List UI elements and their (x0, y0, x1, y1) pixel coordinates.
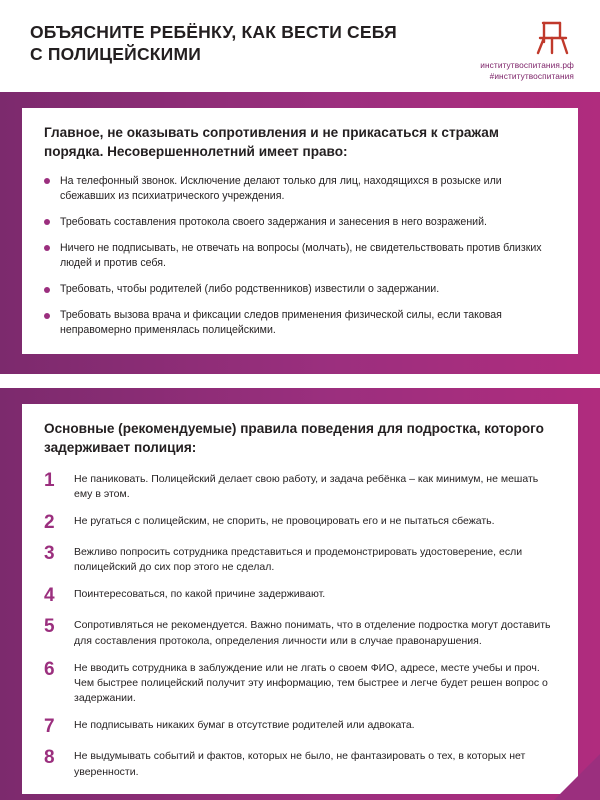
bullet-dot-icon (44, 245, 50, 251)
rules-list (44, 470, 558, 780)
bullet-dot-icon (44, 178, 50, 184)
list-item-text: Сопротивляться не рекомендуется. Важно понимать, что в отделение подростка могут доставить для составления протокола, определения личности или в случае правонарушения. (74, 619, 551, 647)
list-item-number: 6 (44, 658, 55, 680)
bullet-dot-icon (44, 219, 50, 225)
section-divider (0, 374, 600, 388)
list-item (44, 215, 558, 230)
list-item (44, 308, 558, 338)
list-item-number: 4 (44, 585, 55, 607)
list-item-text: Не вводить сотрудника в заблуждение или не лгать о своем ФИО, адресе, месте учебы и проч. Чем быстрее полицейский получит эту информацию, тем быстрее и легче будет решен вопрос о задержании. (74, 661, 548, 705)
list-item-text: Поинтересоваться, по какой причине задерживают. (74, 588, 326, 601)
list-item (44, 616, 558, 648)
chair-logo-icon (480, 20, 574, 56)
list-item (44, 282, 558, 297)
list-item (44, 659, 558, 707)
list-item (44, 747, 558, 779)
list-item (44, 470, 558, 502)
list-item (44, 241, 558, 271)
brand-block (480, 18, 574, 82)
section-rules-card (22, 404, 578, 794)
list-item-number: 8 (44, 747, 55, 769)
list-item-number: 2 (44, 512, 55, 534)
brand-hashtag: #институтвоспитания (489, 71, 574, 82)
list-item-number: 3 (44, 543, 55, 564)
bullet-dot-icon (44, 313, 50, 319)
list-item-number: 1 (44, 469, 55, 491)
brand-site: институтвоспитания.рф (480, 60, 574, 70)
section-rights-card (22, 108, 578, 354)
section-rights-band (0, 92, 600, 374)
list-item-text: Ничего не подписывать, не отвечать на вопросы (молчать), не свидетельствовать против близких людей и против себя. (60, 241, 542, 269)
rights-list (44, 174, 558, 338)
list-item (44, 512, 558, 533)
page-title: ОБЪЯСНИТЕ РЕБЁНКУ, КАК ВЕСТИ СЕБЯ С ПОЛИЦЕЙСКИМИ (30, 22, 397, 64)
corner-decoration (554, 754, 600, 800)
list-item-text: Требовать составления протокола своего задержания и занесения в него возражений. (60, 215, 487, 228)
list-item-text: Не выдумывать событий и фактов, которых не было, не фантазировать о тех, в которых нет уверенности. (74, 750, 526, 778)
bullet-dot-icon (44, 287, 50, 293)
section-rules-title: Основные (рекомендуемые) правила поведения для подростка, которого задерживает полиция: (44, 421, 544, 455)
list-item-text: Вежливо попросить сотрудника представиться и продемонстрировать удостоверение, если полицейский до сих пор этого не сделал. (74, 546, 523, 574)
list-item (44, 174, 558, 204)
list-item-text: Не ругаться с полицейским, не спорить, не провоцировать его и не пытаться сбежать. (74, 515, 495, 528)
list-item-text: Не паниковать. Полицейский делает свою работу, и задача ребёнка – как минимум, не мешать ему в этом. (74, 472, 539, 500)
list-item-text: Требовать вызова врача и фиксации следов применения физической силы, если таковая неправомерно применялась полицейскими. (60, 309, 502, 337)
list-item-number: 5 (44, 616, 55, 638)
list-item (44, 716, 558, 737)
page-header (0, 0, 600, 92)
list-item (44, 543, 558, 575)
list-item-text: На телефонный звонок. Исключение делают только для лиц, находящихся в розыске или сбежавших из психиатрического учреждения. (60, 174, 502, 202)
section-rights-title: Главное, не оказывать сопротивления и не прикасаться к стражам порядка. Несовершеннолетний имеет право: (44, 125, 499, 160)
list-item-number: 7 (44, 716, 55, 738)
list-item-text: Требовать, чтобы родителей (либо родственников) известили о задержании. (60, 283, 440, 296)
list-item-text: Не подписывать никаких бумаг в отсутствие родителей или адвоката. (74, 719, 415, 732)
section-rules-band (0, 388, 600, 800)
list-item (44, 585, 558, 606)
